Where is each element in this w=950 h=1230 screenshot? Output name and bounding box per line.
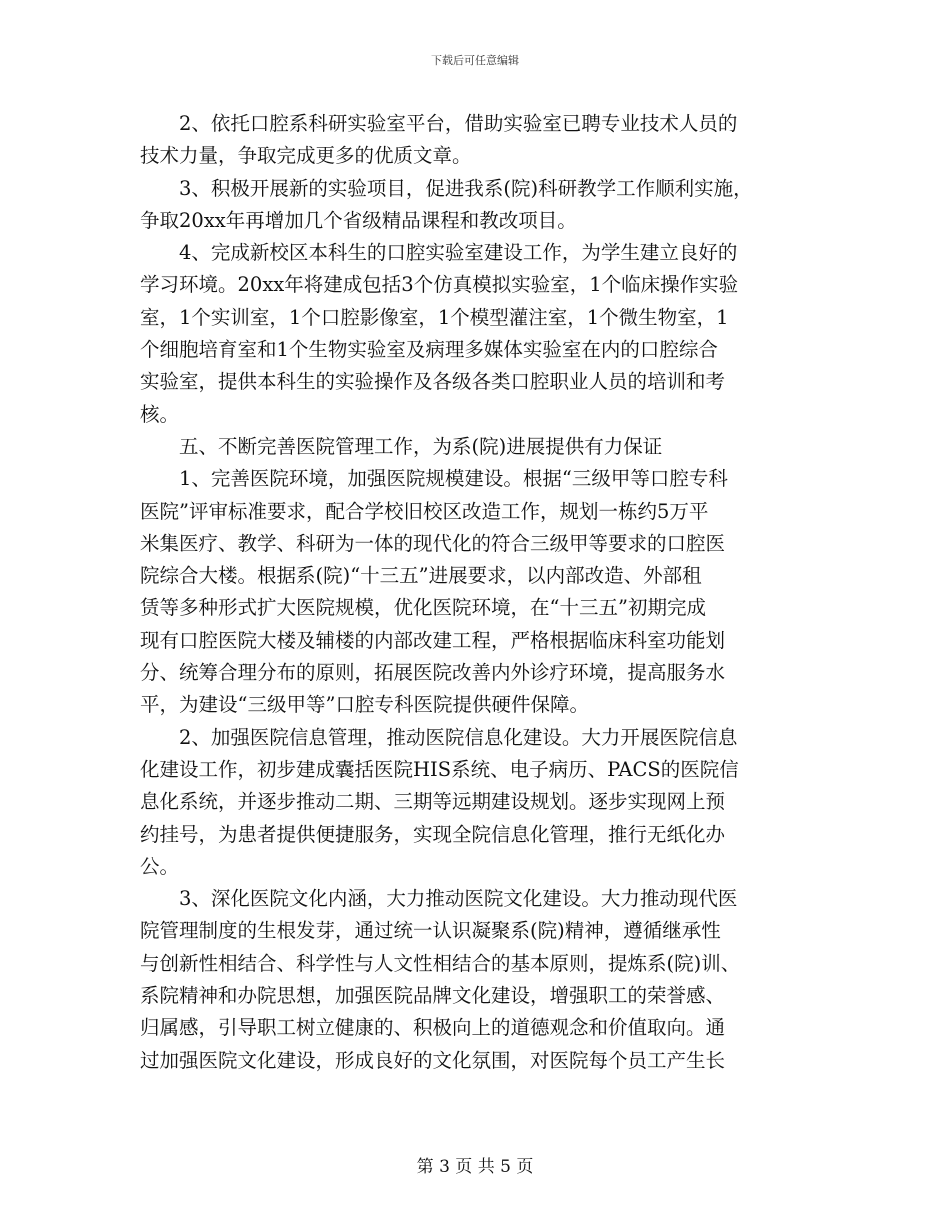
text-line: 过加强医院文化建设，形成良好的文化氛围，对医院每个员工产生长 bbox=[140, 1048, 726, 1072]
text-line: 学习环境。20xx年将建成包括3个仿真模拟实验室，1个临床操作实验 bbox=[140, 273, 739, 297]
text-line: 室，1个实训室，1个口腔影像室，1个模型灌注室，1个微生物室，1 bbox=[140, 305, 729, 329]
text-line: 赁等多种形式扩大医院规模，优化医院环境，在“十三五”初期完成 bbox=[140, 596, 706, 620]
section-heading: 五、不断完善医院管理工作，为系(院)进展提供有力保证 bbox=[140, 434, 663, 458]
text-line: 院管理制度的生根发芽，通过统一认识凝聚系(院)精神，遵循继承性 bbox=[140, 919, 721, 943]
text-line: 化建设工作，初步建成囊括医院HIS系统、电子病历、PACS的医院信 bbox=[140, 757, 739, 781]
text-line: 医院”评审标准要求，配合学校旧校区改造工作，规划一栋约5万平 bbox=[140, 499, 709, 523]
text-line: 3、深化医院文化内涵，大力推动医院文化建设。大力推动现代医 bbox=[140, 887, 738, 911]
text-line: 约挂号，为患者提供便捷服务，实现全院信息化管理，推行无纸化办 bbox=[140, 822, 726, 846]
text-line: 争取20xx年再增加几个省级精品课程和教改项目。 bbox=[140, 208, 577, 232]
text-line: 息化系统，并逐步推动二期、三期等远期建设规划。逐步实现网上预 bbox=[140, 790, 726, 814]
text-line: 2、依托口腔系科研实验室平台，借助实验室已聘专业技术人员的 bbox=[140, 112, 738, 135]
text-line: 平，为建设“三级甲等”口腔专科医院提供硬件保障。 bbox=[140, 693, 589, 717]
text-line: 技术力量，争取完成更多的优质文章。 bbox=[140, 144, 472, 168]
text-line: 院综合大楼。根据系(院)“十三五”进展要求，以内部改造、外部租 bbox=[140, 564, 702, 588]
text-line: 米集医疗、教学、科研为一体的现代化的符合三级甲等要求的口腔医 bbox=[140, 531, 726, 555]
text-line: 个细胞培育室和1个生物实验室及病理多媒体实验室在内的口腔综合 bbox=[140, 338, 718, 362]
document-body bbox=[140, 108, 810, 1077]
text-line: 核。 bbox=[140, 402, 180, 426]
text-line: 实验室，提供本科生的实验操作及各级各类口腔职业人员的培训和考 bbox=[140, 370, 726, 394]
text-line: 2、加强医院信息管理，推动医院信息化建设。大力开展医院信息 bbox=[140, 725, 738, 749]
text-line: 3、积极开展新的实验项目，促进我系(院)科研教学工作顺利实施， bbox=[140, 176, 753, 200]
page-footer: 第 3 页 共 5 页 bbox=[416, 1157, 534, 1177]
text-line: 系院精神和办院思想，加强医院品牌文化建设，增强职工的荣誉感、 bbox=[140, 984, 726, 1008]
page-header: 下载后可任意编辑 bbox=[431, 54, 519, 67]
text-line: 与创新性相结合、科学性与人文性相结合的基本原则，提炼系(院)训、 bbox=[140, 951, 741, 975]
text-line: 公。 bbox=[140, 854, 180, 878]
text-line: 4、完成新校区本科生的口腔实验室建设工作，为学生建立良好的 bbox=[140, 241, 738, 265]
text-line: 现有口腔医院大楼及辅楼的内部改建工程，严格根据临床科室功能划 bbox=[140, 628, 726, 652]
text-line: 分、统筹合理分布的原则，拓展医院改善内外诊疗环境，提高服务水 bbox=[140, 661, 726, 685]
text-line: 归属感，引导职工树立健康的、积极向上的道德观念和价值取向。通 bbox=[140, 1016, 726, 1040]
text-line: 1、完善医院环境，加强医院规模建设。根据“三级甲等口腔专科 bbox=[140, 467, 728, 491]
